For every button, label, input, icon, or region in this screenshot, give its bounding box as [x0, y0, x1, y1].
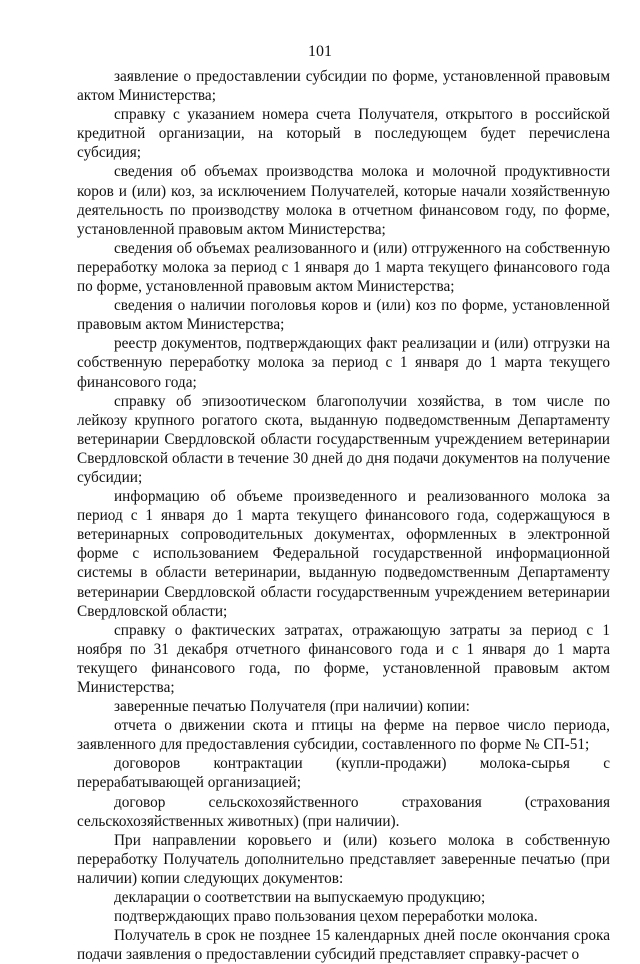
- page-number: 101: [308, 43, 332, 60]
- paragraph: При направлении коровьего и (или) козьего молока в собственную переработку Получатель дополнительно представляет заверенные печатью (при наличии) копии следующих документов:: [77, 831, 610, 887]
- paragraph: сведения об объемах производства молока и молочной продуктивности коров и (или) коз, за исключением Получателей, которые начали хозяйственную деятельность по производству молока в отчетном финансовом году, по форме, установленной правовым актом Министерства;: [77, 163, 610, 238]
- paragraph: справку с указанием номера счета Получателя, открытого в российской кредитной организации, на который в последующем будет перечислена субсидия;: [77, 106, 610, 162]
- paragraph: реестр документов, подтверждающих факт реализации и (или) отгрузки на собственную переработку молока за период с 1 января до 1 марта текущего финансового года;: [77, 335, 610, 391]
- paragraph: справку о фактических затратах, отражающую затраты за период с 1 ноября по 31 декабря отчетного финансового года и с 1 января до 1 марта текущего финансового года, по форме, установленной правовым актом Министерства;: [77, 621, 610, 696]
- paragraph: Получатель в срок не позднее 15 календарных дней после окончания срока подачи заявления о предоставлении субсидий представляет справку-расчет о: [77, 927, 610, 964]
- paragraph: заявление о предоставлении субсидии по форме, установленной правовым актом Министерства;: [77, 68, 610, 105]
- paragraph: подтверждающих право пользования цехом переработки молока.: [114, 908, 538, 926]
- paragraph: информацию об объеме произведенного и реализованного молока за период с 1 января до 1 марта текущего финансового года, содержащуюся в ветеринарных сопроводительных документах, оформленных в электронной форме с использованием Федеральной государственной информационной системы в области ветеринарии, выданную подведомственным Департаменту ветеринарии Свердловской области государственным учреждением ветеринарии Свердловской области;: [77, 488, 610, 620]
- paragraph: заверенные печатью Получателя (при наличии) копии:: [114, 698, 470, 716]
- paragraph: отчета о движении скота и птицы на ферме на первое число периода, заявленного для предоставления субсидии, составленного по форме № СП-51;: [77, 717, 610, 754]
- paragraph: сведения об объемах реализованного и (или) отгруженного на собственную переработку молока за период с 1 января до 1 марта текущего финансового года по форме, установленной правовым актом Министерства;: [77, 239, 610, 296]
- document-body: [77, 67, 610, 964]
- paragraph: договор сельскохозяйственного страхования (страхования сельскохозяйственных животных) (при наличии).: [77, 793, 610, 830]
- paragraph: декларации о соответствии на выпускаемую продукцию;: [114, 889, 486, 907]
- paragraph: справку об эпизоотическом благополучии хозяйства, в том числе по лейкозу крупного рогатого скота, выданную подведомственным Департаменту ветеринарии Свердловской области государственным учреждением ветеринарии Свердловской области в течение 30 дней до дня подачи документов на получение субсидии;: [77, 392, 610, 486]
- paragraph: сведения о наличии поголовья коров и (или) коз по форме, установленной правовым актом Министерства;: [77, 297, 610, 334]
- paragraph: договоров контрактации (купли-продажи) молока-сырья с перерабатывающей организацией;: [77, 755, 610, 792]
